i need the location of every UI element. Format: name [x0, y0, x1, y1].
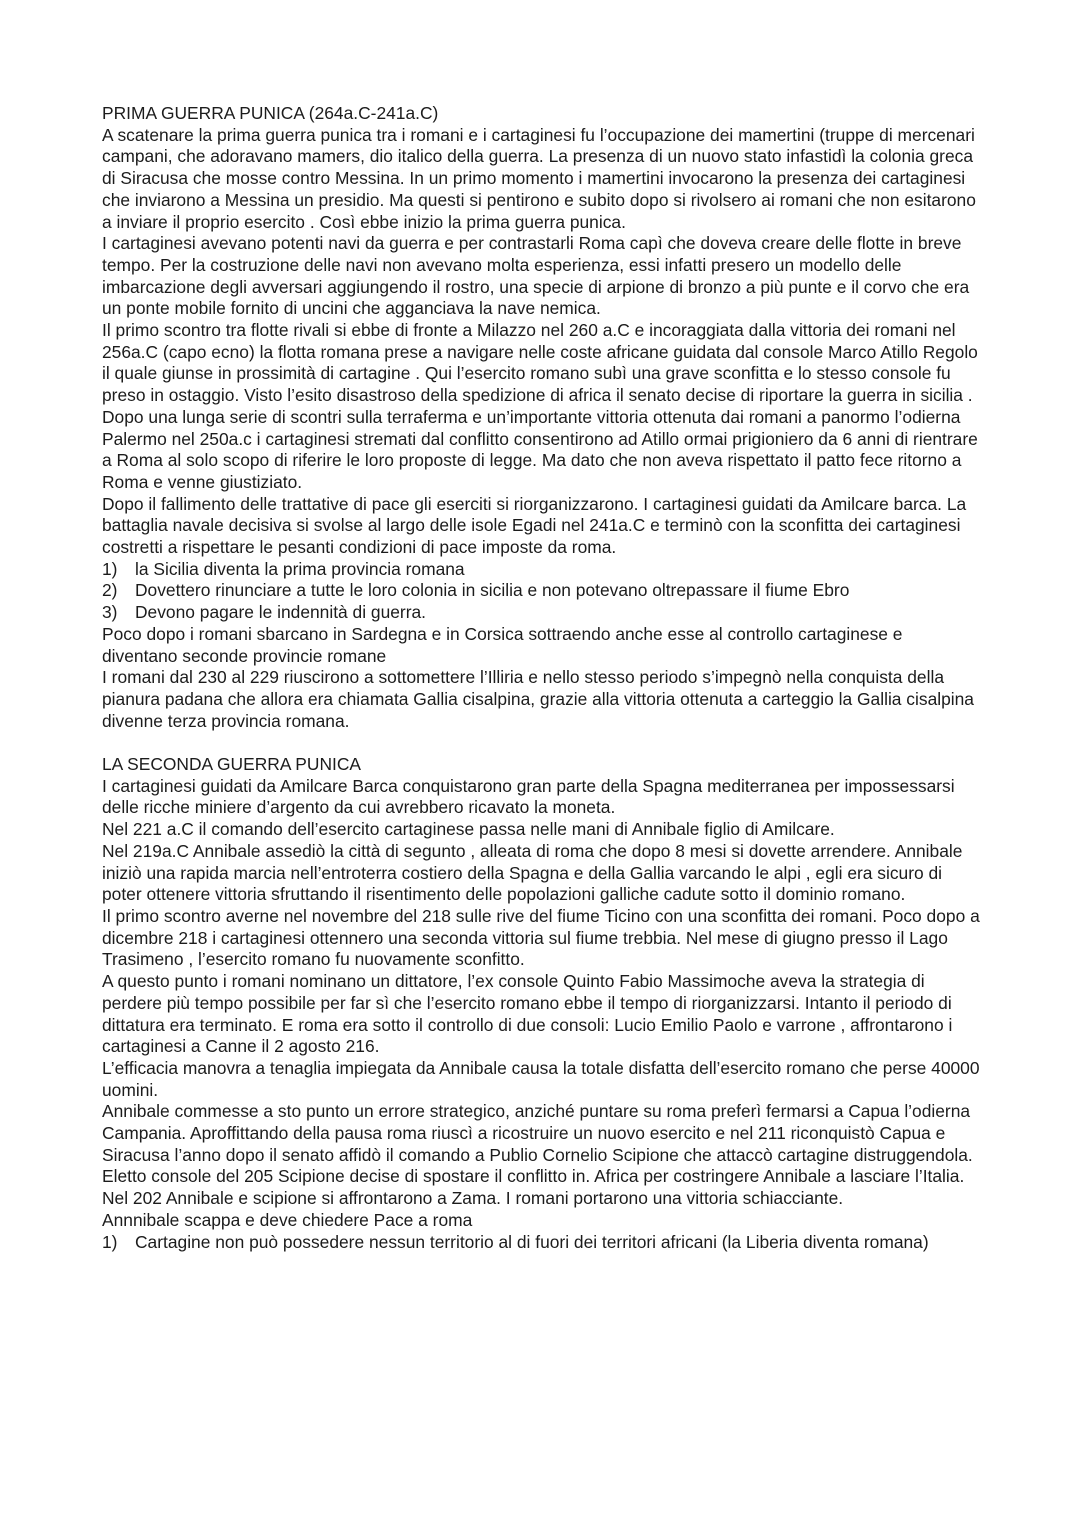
- list-item: [102, 602, 982, 624]
- paragraph: I romani dal 230 al 229 riuscirono a sottomettere l’Illiria e nello stesso periodo s’impegnò nella conquista della pianura padana che allora era chiamata Gallia cisalpina, grazie alla vittoria ottenuta a carteggio la Gallia cisalpina divenne terza provincia romana.: [102, 667, 974, 731]
- paragraph: Annibale commesse a sto punto un errore strategico, anziché puntare su roma preferì fermarsi a Capua l’odierna Campania. Aproffittando della pausa roma riuscì a ricostruire un nuovo esercito e nel 211 riconquistò Capua e Siracusa l’anno dopo il senato affidò il comando a Publio Cornelio Scipione che attaccò cartagine distruggendola. Eletto console del 205 Scipione decise di spostare il conflitto in. Africa per costringere Annibale a lasciare l’Italia. Nel 202 Annibale e scipione si affrontarono a Zama. I romani portarono una vittoria schiacciante.: [102, 1101, 973, 1209]
- paragraph: Dopo una lunga serie di scontri sulla terraferma e un’importante vittoria ottenuta dai romani a panormo l’odierna Palermo nel 250a.c i cartaginesi stremati dal conflitto consentirono ad Atillo ormai prigioniero da 6 anni di rientrare a Roma al solo scopo di riferire le loro proposte di legge. Ma dato che non aveva rispettato il patto fece ritorno a Roma e venne giustiziato.: [102, 406, 978, 492]
- list-item-text: Devono pagare le indennità di guerra.: [135, 602, 427, 623]
- list-item-text: Dovettero rinunciare a tutte le loro colonia in sicilia e non potevano oltrepassare il fiume Ebro: [135, 580, 850, 601]
- list-item-text: la Sicilia diventa la prima provincia romana: [135, 558, 465, 579]
- list-number: 1): [102, 558, 118, 579]
- paragraph: Il primo scontro tra flotte rivali si ebbe di fronte a Milazzo nel 260 a.C e incoraggiata dalla vittoria dei romani nel 256a.C (capo ecno) la flotta romana prese a navigare nelle coste africane guidata dal console Marco Atillo Regolo il quale giunse in prossimità di cartagine . Qui l’esercito romano subì una grave sconfitta e lo stesso console fu preso in ostaggio. Visto l’esito disastroso della spedizione di africa il senato decise di riportare la guerra in sicilia .: [102, 320, 978, 406]
- paragraph: Nel 219a.C Annibale assediò la città di segunto , alleata di roma che dopo 8 mesi si dovette arrendere. Annibale iniziò una rapida marcia nell’entroterra costiero della Spagna e della Gallia varcando le alpi , egli era sicuro di poter ottenere vittoria sfruttando il risentimento delle popolazioni galliche cadute sotto il dominio romano.: [102, 840, 963, 905]
- list-number: 1): [102, 1231, 118, 1252]
- peace-terms-list: [102, 1232, 982, 1254]
- paragraph: A questo punto i romani nominano un dittatore, l’ex console Quinto Fabio Massimoche aveva la strategia di perdere più tempo possibile per far sì che l’esercito romano ebbe il tempo di riorganizzarsi. Intanto il periodo di dittatura era terminato. E roma era sotto il controllo di due consoli: Lucio Emilio Paolo e varrone , affrontarono i cartaginesi a Canne il 2 agosto 216.: [102, 971, 953, 1057]
- paragraph: A scatenare la prima guerra punica tra i romani e i cartaginesi fu l’occupazione dei mamertini (truppe di mercenari campani, che adoravano mamers, dio italico della guerra. La presenza di un nuovo stato infastidì la colonia greca di Siracusa che mosse contro Messina. In un primo momento i mamertini invocarono la presenza dei cartaginesi che inviarono a Messina un presidio. Ma questi si pentirono e subito dopo si rivolsero ai romani che non esitarono a inviare il proprio esercito . Così ebbe inizio la prima guerra punica.: [102, 124, 976, 232]
- paragraph: L’efficacia manovra a tenaglia impiegata da Annibale causa la totale disfatta dell’esercito romano che perse 40000 uomini.: [102, 1057, 980, 1100]
- section1-title: PRIMA GUERRA PUNICA (264a.C-241a.C): [102, 103, 439, 123]
- document-page: [102, 103, 982, 1253]
- list-number: 3): [102, 602, 118, 623]
- list-item: [102, 580, 982, 602]
- peace-terms-list: [102, 559, 982, 624]
- list-item: [102, 1232, 982, 1254]
- section-spacer: [102, 732, 982, 754]
- list-item-text: Cartagine non può possedere nessun territorio al di fuori dei territori africani (la Liberia diventa romana): [135, 1231, 929, 1252]
- paragraph: Nel 221 a.C il comando dell’esercito cartaginese passa nelle mani di Annibale figlio di Amilcare.: [102, 819, 835, 840]
- list-number: 2): [102, 580, 118, 601]
- paragraph: Poco dopo i romani sbarcano in Sardegna e in Corsica sottraendo anche esse al controllo cartaginese e diventano seconde provincie romane: [102, 623, 903, 666]
- paragraph: Dopo il fallimento delle trattative di pace gli eserciti si riorganizzarono. I cartaginesi guidati da Amilcare barca. La battaglia navale decisiva si svolse al largo delle isole Egadi nel 241a.C e terminò con la sconfitta dei cartaginesi costretti a rispettare le pesanti condizioni di pace imposte da roma.: [102, 493, 967, 558]
- paragraph: Il primo scontro averne nel novembre del 218 sulle rive del fiume Ticino con una sconfitta dei romani. Poco dopo a dicembre 218 i cartaginesi ottennero una seconda vittoria sul fiume trebbia. Nel mese di giugno presso il Lago Trasimeno , l’esercito romano fu nuovamente sconfitto.: [102, 906, 980, 970]
- paragraph: I cartaginesi avevano potenti navi da guerra e per contrastarli Roma capì che doveva creare delle flotte in breve tempo. Per la costruzione delle navi non avevano molta esperienza, essi infatti presero un modello delle imbarcazione degli avversari aggiungendo il rostro, una specie di arpione di bronzo a più punte e il corvo che era un ponte mobile fornito di uncini che agganciava la nave nemica.: [102, 233, 970, 319]
- section2-title: LA SECONDA GUERRA PUNICA: [102, 754, 361, 775]
- list-item: [102, 559, 982, 581]
- paragraph: Annnibale scappa e deve chiedere Pace a roma: [102, 1209, 473, 1230]
- paragraph: I cartaginesi guidati da Amilcare Barca conquistarono gran parte della Spagna mediterranea per impossessarsi delle ricche miniere d’argento da cui avrebbero ricavato la moneta.: [102, 775, 955, 818]
